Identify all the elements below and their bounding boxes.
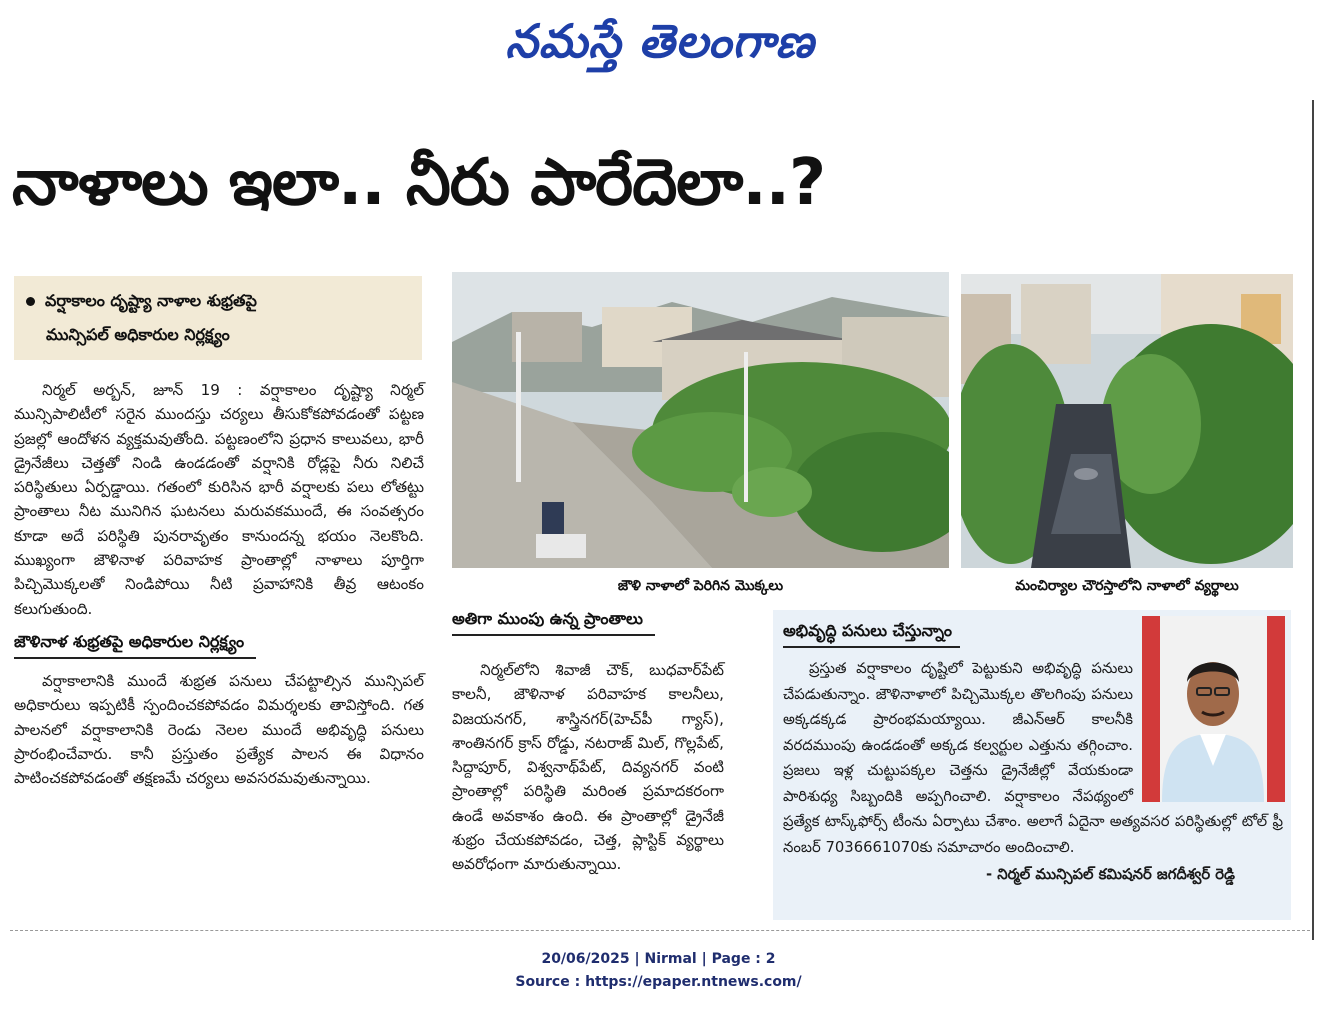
photo-caption-left: జౌళి నాళాలో పెరిగిన మొక్కలు xyxy=(617,578,784,594)
quote-body xyxy=(783,656,1283,888)
quote-heading: అభివృద్ధి పనులు చేస్తున్నాం xyxy=(783,616,960,648)
section3-body xyxy=(452,658,724,877)
kicker-box xyxy=(14,276,422,360)
footer-source-link[interactable]: Source : https://epaper.ntnews.com/ xyxy=(515,974,802,990)
lead-text: నిర్మల్ అర్బన్, జూన్ 19 : వర్షాకాలం దృష్ట్యా నిర్మల్ మున్సిపాలిటీలో సరైన ముందస్తు చర్యలు తీసుకోకపోవడంతో పట్టణ ప్రజల్లో ఆందోళన వ్యక్తమవుతోంది. పట్టణంలోని ప్రధాన కాలువలు, భారీ డ్రైనేజీలు చెత్తతో నిండి ఉండడంతో వర్షానికి రోడ్లపై నీరు నిలిచే పరిస్థితులు ఏర్పడ్డాయి. గతంలో కురిసిన భారీ వర్షాలకు పలు లోతట్టు ప్రాంతాలు నీట మునిగిన ఘటనలు మరువకముందే, ఈ సంవత్సరం కూడా అదే పరిస్థితి పునరావృతం కానుందన్న భయం నెలకొంది. ముఖ్యంగా జౌళినాళ పరివాహక ప్రాంతాల్లో నాళాలు పూర్తిగా పిచ్చిమొక్కలతో నిండిపోయి నీటి ప్రవాహానికి తీవ్ర ఆటంకం కలుగుతుంది. xyxy=(14,381,424,618)
kicker-text-1: వర్షాకాలం దృష్ట్యా నాళాల శుభ్రతపై xyxy=(45,291,257,310)
photo-drain-waste xyxy=(961,274,1293,568)
section2-heading: జౌళినాళ శుభ్రతపై అధికారుల నిర్లక్ష్యం xyxy=(14,627,256,659)
section3-heading: అతిగా ముంపు ఉన్న ప్రాంతాలు xyxy=(452,604,655,636)
photo-caption-right: మంచిర్యాల చౌరస్తాలోని నాళాలో వ్యర్థాలు xyxy=(1015,578,1239,594)
photo-drain-plants-image xyxy=(452,272,949,568)
quote-text: ప్రస్తుత వర్షాకాలం దృష్టిలో పెట్టుకుని అభివృద్ధి పనులు చేపడుతున్నాం. జౌళినాళాలో పిచ్చిమొక్కల తొలగింపు పనులు అక్కడక్కడ ప్రారంభమయ్యాయి. జీఎన్‌ఆర్ కాలనీకి వరదముంపు ఉండడంతో అక్కడ కల్వర్టుల ఎత్తును తగ్గించాం. ప్రజలు ఇళ్ల చుట్టుపక్కల చెత్తను డ్రైనేజీల్లో వేయకుండా పారిశుధ్య సిబ్బందికి అప్పగించాలి. వర్షాకాలం నేపథ్యంలో ప్రత్యేక టాస్క్‌ఫోర్స్ టీంను ఏర్పాటు చేశాం. అలాగే ఏదైనా అత్యవసర పరిస్థితుల్లో టోల్ ఫ్రీ నంబర్ 7036661070కు సమాచారం అందించాలి. xyxy=(783,660,1283,856)
footer-dateline: 20/06/2025 | Nirmal | Page : 2 xyxy=(541,951,776,967)
kicker-line-1 xyxy=(26,284,410,318)
portrait-spacer xyxy=(1133,656,1283,806)
photo-drain-plants xyxy=(452,272,949,568)
quote-attribution: - నిర్మల్ మున్సిపల్ కమిషనర్ జగదీశ్వర్ రెడ్డి xyxy=(986,866,1235,883)
section2 xyxy=(14,627,424,790)
bottom-divider xyxy=(10,930,1310,931)
bullet-icon xyxy=(26,297,35,306)
commissioner-quote-box xyxy=(773,610,1291,920)
lead-paragraph xyxy=(14,378,424,621)
section2-body xyxy=(14,669,424,790)
article-column-left xyxy=(14,378,424,790)
masthead-logo: నమస్తే తెలంగాణ xyxy=(505,14,815,68)
article-column-middle xyxy=(452,604,724,877)
headline: నాళాలు ఇలా.. నీరు పారేదెలా..? xyxy=(12,146,826,220)
photo-drain-waste-image xyxy=(961,274,1293,568)
kicker-line-2: మున్సిపల్ అధికారుల నిర్లక్ష్యం xyxy=(46,325,230,344)
section2-text: వర్షాకాలానికి ముందే శుభ్రత పనులు చేపట్టాల్సిన మున్సిపల్ అధికారులు ఇప్పటికీ స్పందించకపోవడం విమర్శలకు తావిస్తోంది. గత పాలనలో వర్షాకాలానికి రెండు నెలల ముందే అభివృద్ధి పనులు ప్రారంభించేవారు. కానీ ప్రస్తుతం ప్రత్యేక పాలన ఈ విధానం పాటించకపోవడంతో తక్షణమే చర్యలు అవసరమవుతున్నాయి. xyxy=(14,671,424,788)
section3-text: నిర్మల్‌లోని శివాజీ చౌక్, బుధవార్‌పేట్ కాలనీ, జౌళినాళ పరివాహక కాలనీలు, విజయనగర్, శాస్త్రినగర్(హెచ్‌పీ గ్యాస్), శాంతినగర్ క్రాస్ రోడ్డు, నటరాజ్ మిల్, గొల్లపేట్, సిద్దాపూర్, విశ్వనాథ్‌పేట్, దివ్యనగర్ వంటి ప్రాంతాల్లో పరిస్థితి మరింత ప్రమాదకరంగా ఉండే అవకాశం ఉంది. ఈ ప్రాంతాల్లో డ్రైనేజీ శుభ్రం చేయకపోవడం, చెత్త, ప్లాస్టిక్ వ్యర్థాలు అవరోధంగా మారుతున్నాయి. xyxy=(452,661,724,874)
column-rule xyxy=(1312,100,1314,940)
